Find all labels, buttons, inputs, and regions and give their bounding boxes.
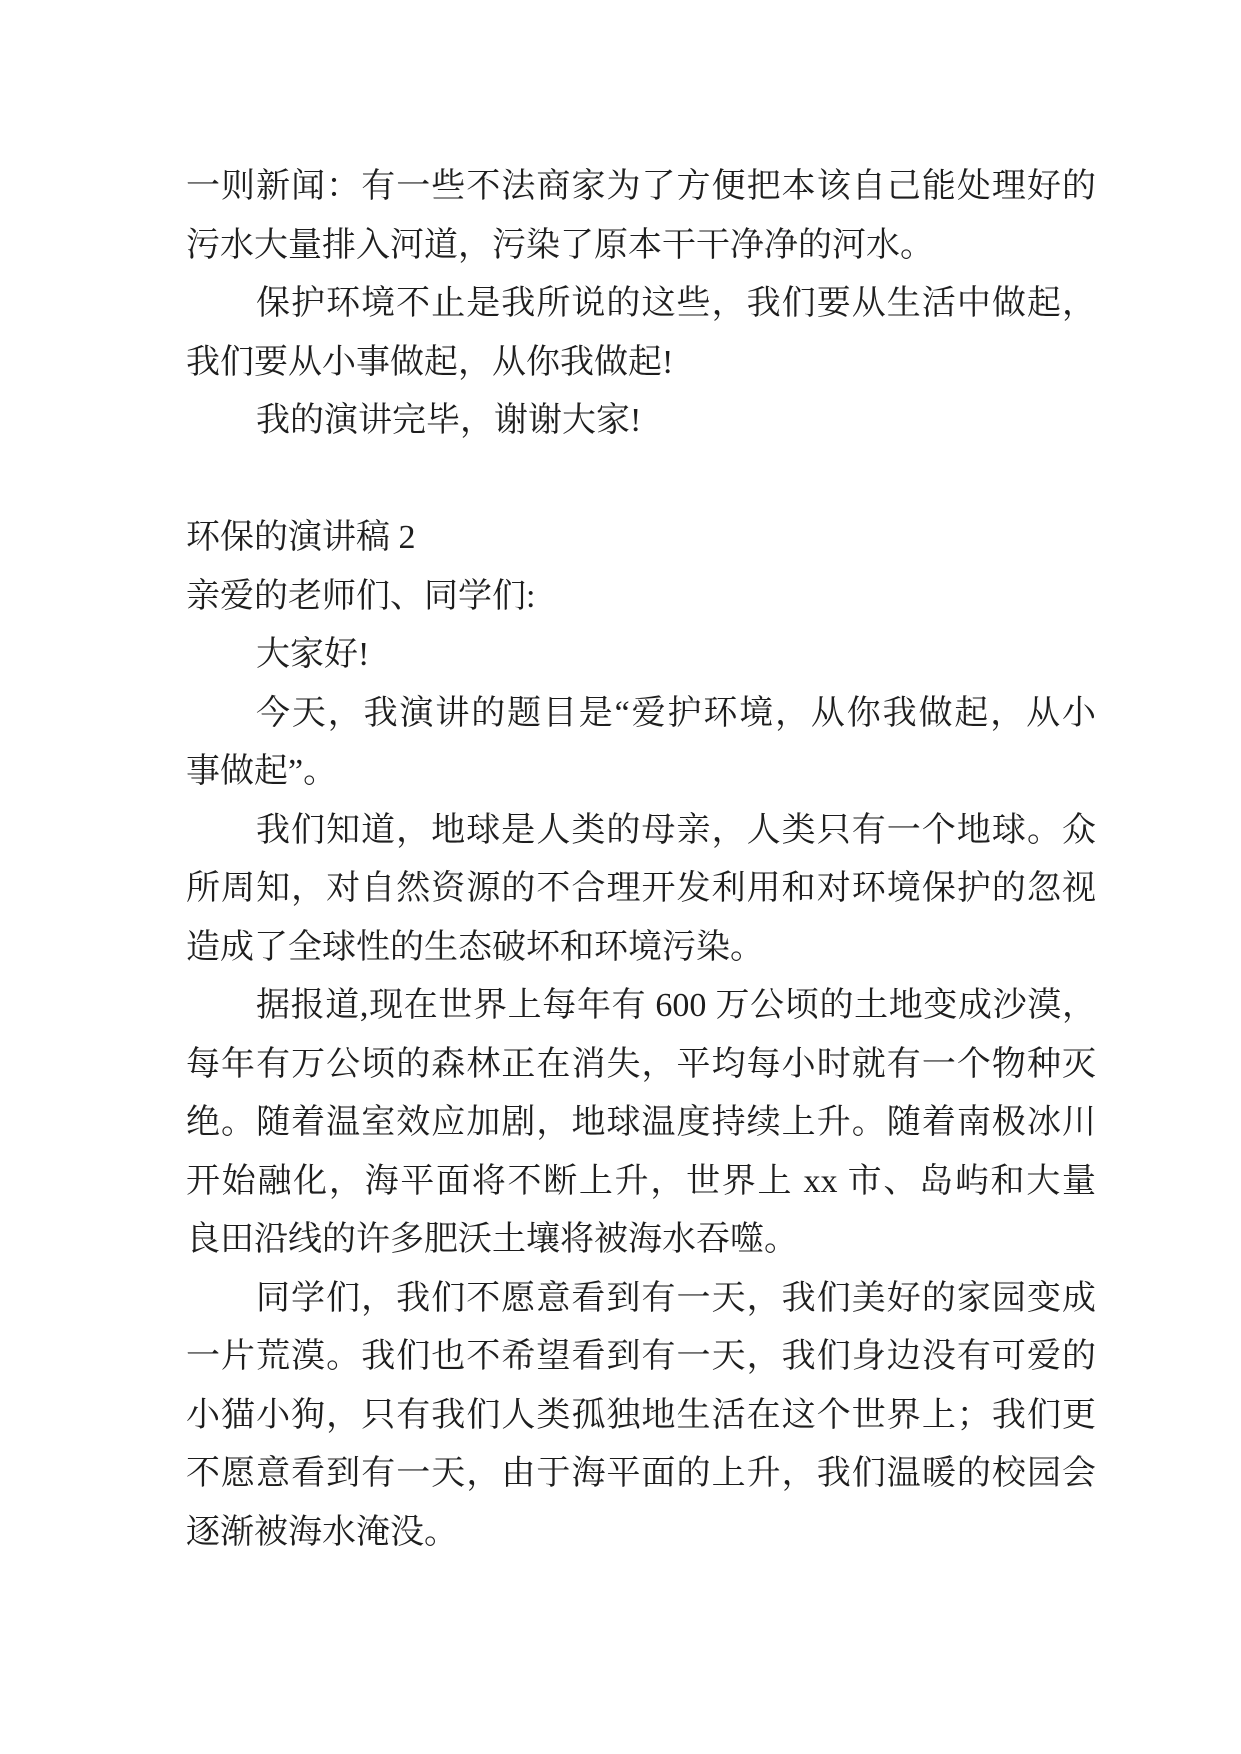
text-line: 每年有万公顷的森林正在消失，平均每小时就有一个物种灭 [186, 1045, 1096, 1083]
text-line: 污水大量排入河道，污染了原本干干净净的河水。 [186, 226, 934, 264]
text-line: 我们要从小事做起，从你我做起! [186, 343, 674, 381]
text-line: 不愿意看到有一天，由于海平面的上升，我们温暖的校园会 [186, 1455, 1096, 1492]
text-line: 保护环境不止是我所说的这些，我们要从生活中做起， [256, 285, 1096, 322]
text-line: 我的演讲完毕，谢谢大家! [256, 402, 642, 439]
text-line: 大家好! [256, 636, 370, 673]
text-line: 一片荒漠。我们也不希望看到有一天，我们身边没有可爱的 [186, 1338, 1096, 1375]
text-line: 今天，我演讲的题目是“爱护环境，从你我做起，从小 [256, 694, 1096, 732]
text-line: 良田沿线的许多肥沃土壤将被海水吞噬。 [186, 1221, 798, 1258]
text-line: 造成了全球性的生态破坏和环境污染。 [186, 928, 764, 966]
text-line: 绝。随着温室效应加剧，地球温度持续上升。随着南极冰川 [186, 1104, 1096, 1141]
text-line: 我们知道，地球是人类的母亲，人类只有一个地球。众 [256, 811, 1096, 849]
text-line: 同学们，我们不愿意看到有一天，我们美好的家园变成 [256, 1279, 1096, 1317]
text-line: 小猫小狗，只有我们人类孤独地生活在这个世界上；我们更 [186, 1396, 1096, 1434]
document-body [186, 158, 1096, 1562]
salutation-line: 亲爱的老师们、同学们: [186, 577, 536, 615]
text-line: 一则新闻：有一些不法商家为了方便把本该自己能处理好的 [186, 168, 1096, 205]
section-heading: 环保的演讲稿 2 [186, 519, 416, 556]
text-line: 逐渐被海水淹没。 [186, 1513, 458, 1551]
text-line: 所周知，对自然资源的不合理开发利用和对环境保护的忽视 [186, 870, 1096, 907]
blank-line [186, 451, 1096, 510]
text-line: 据报道,现在世界上每年有 600 万公顷的土地变成沙漠， [256, 987, 1096, 1024]
text-line: 事做起”。 [186, 753, 338, 790]
text-line: 开始融化，海平面将不断上升，世界上 xx 市、岛屿和大量 [186, 1162, 1096, 1200]
